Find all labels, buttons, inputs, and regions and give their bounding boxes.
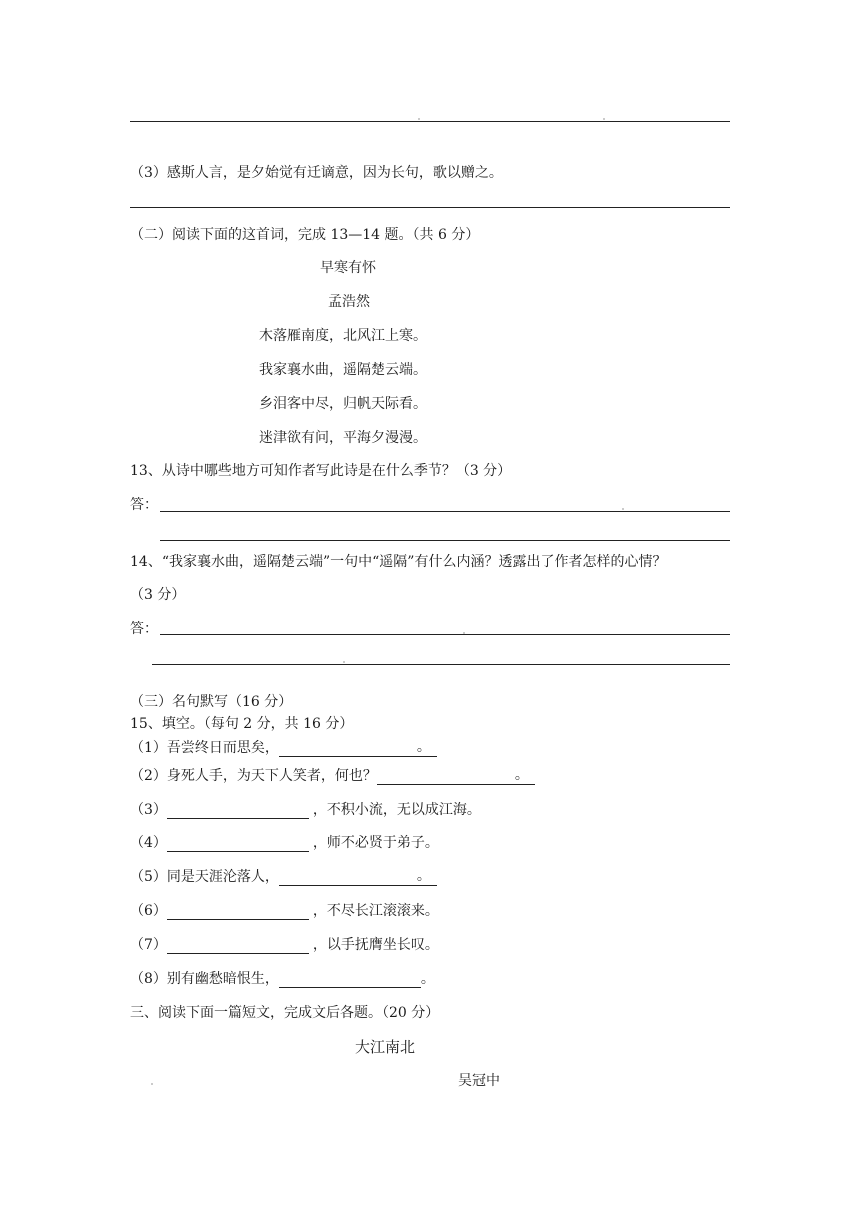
- question-13: 13、从诗中哪些地方可知作者写此诗是在什么季节？（3 分）: [130, 463, 512, 479]
- answer-label: 答：: [130, 497, 158, 513]
- scan-speck: [463, 632, 465, 634]
- section-3-heading: （三）名句默写（16 分）: [130, 694, 293, 710]
- fill-item-text: （7）: [130, 937, 167, 953]
- poem-line: 我家襄水曲，遥隔楚云端。: [259, 362, 427, 378]
- fill-blank[interactable]: [167, 903, 309, 920]
- fill-item-text: 。: [420, 971, 435, 987]
- fill-item-text: （8）别有幽愁暗恨生，: [130, 971, 279, 987]
- question-12-3: （3）感斯人言，是夕始觉有迁谪意，因为长句，歌以赠之。: [130, 165, 503, 181]
- fill-item-2: [130, 767, 535, 785]
- fill-item-text: （4）: [130, 835, 167, 851]
- answer-line: [130, 207, 730, 208]
- poem-line: 乡泪客中尽，归帆天际看。: [259, 396, 427, 412]
- article-title: 大江南北: [355, 1038, 416, 1056]
- fill-blank[interactable]: 。: [279, 740, 437, 757]
- poem-author: 孟浩然: [328, 294, 370, 310]
- fill-item-text: ，师不必贤于弟子。: [312, 835, 439, 851]
- fill-item-6: [130, 902, 439, 920]
- scan-speck: [343, 661, 345, 663]
- answer-line[interactable]: [160, 540, 730, 541]
- poem-line: 木落雁南度，北风江上寒。: [259, 328, 427, 344]
- answer-line: [130, 121, 730, 122]
- fill-item-1: [130, 739, 437, 757]
- fill-blank[interactable]: 。: [377, 768, 535, 785]
- scan-speck: [622, 508, 624, 510]
- scan-speck: [603, 118, 605, 120]
- fill-item-text: ，不尽长江滚滚来。: [312, 903, 439, 919]
- question-15: 15、填空。（每句 2 分，共 16 分）: [130, 716, 354, 732]
- question-14-line2: （3 分）: [130, 587, 186, 603]
- fill-blank[interactable]: [167, 802, 309, 819]
- fill-item-text: （5）同是天涯沦落人，: [130, 869, 279, 885]
- fill-item-4: [130, 834, 439, 852]
- fill-item-text: （6）: [130, 903, 167, 919]
- fill-blank[interactable]: [167, 937, 309, 954]
- poem-title: 早寒有怀: [320, 260, 376, 276]
- answer-line[interactable]: [152, 664, 730, 665]
- fill-blank[interactable]: 。: [279, 869, 437, 886]
- fill-item-text: （3）: [130, 802, 167, 818]
- answer-line[interactable]: [160, 634, 730, 635]
- scan-speck: [418, 118, 420, 120]
- question-14-line1: 14、“我家襄水曲，遥隔楚云端”一句中“遥隔”有什么内涵？透露出了作者怎样的心情？: [130, 554, 667, 570]
- fill-item-8: [130, 970, 435, 988]
- scan-speck: [151, 1083, 153, 1085]
- poem-line: 迷津欲有问，平海夕漫漫。: [259, 430, 427, 446]
- fill-item-text: （2）身死人手，为天下人笑者，何也？: [130, 768, 377, 784]
- fill-item-text: ，以手抚膺坐长叹。: [312, 937, 439, 953]
- fill-item-text: （1）吾尝终日而思矣，: [130, 740, 279, 756]
- fill-blank[interactable]: [167, 835, 309, 852]
- fill-item-7: [130, 936, 439, 954]
- part-3-heading: 三、阅读下面一篇短文，完成文后各题。（20 分）: [130, 1005, 440, 1021]
- fill-item-text: ，不积小流，无以成江海。: [312, 802, 481, 818]
- fill-item-5: [130, 868, 437, 886]
- answer-line[interactable]: [160, 511, 730, 512]
- article-author: 吴冠中: [458, 1073, 500, 1089]
- fill-item-3: [130, 801, 481, 819]
- fill-blank[interactable]: [279, 971, 421, 988]
- answer-label: 答：: [130, 621, 158, 637]
- section-2-heading: （二）阅读下面的这首词，完成 13—14 题。（共 6 分）: [130, 227, 480, 243]
